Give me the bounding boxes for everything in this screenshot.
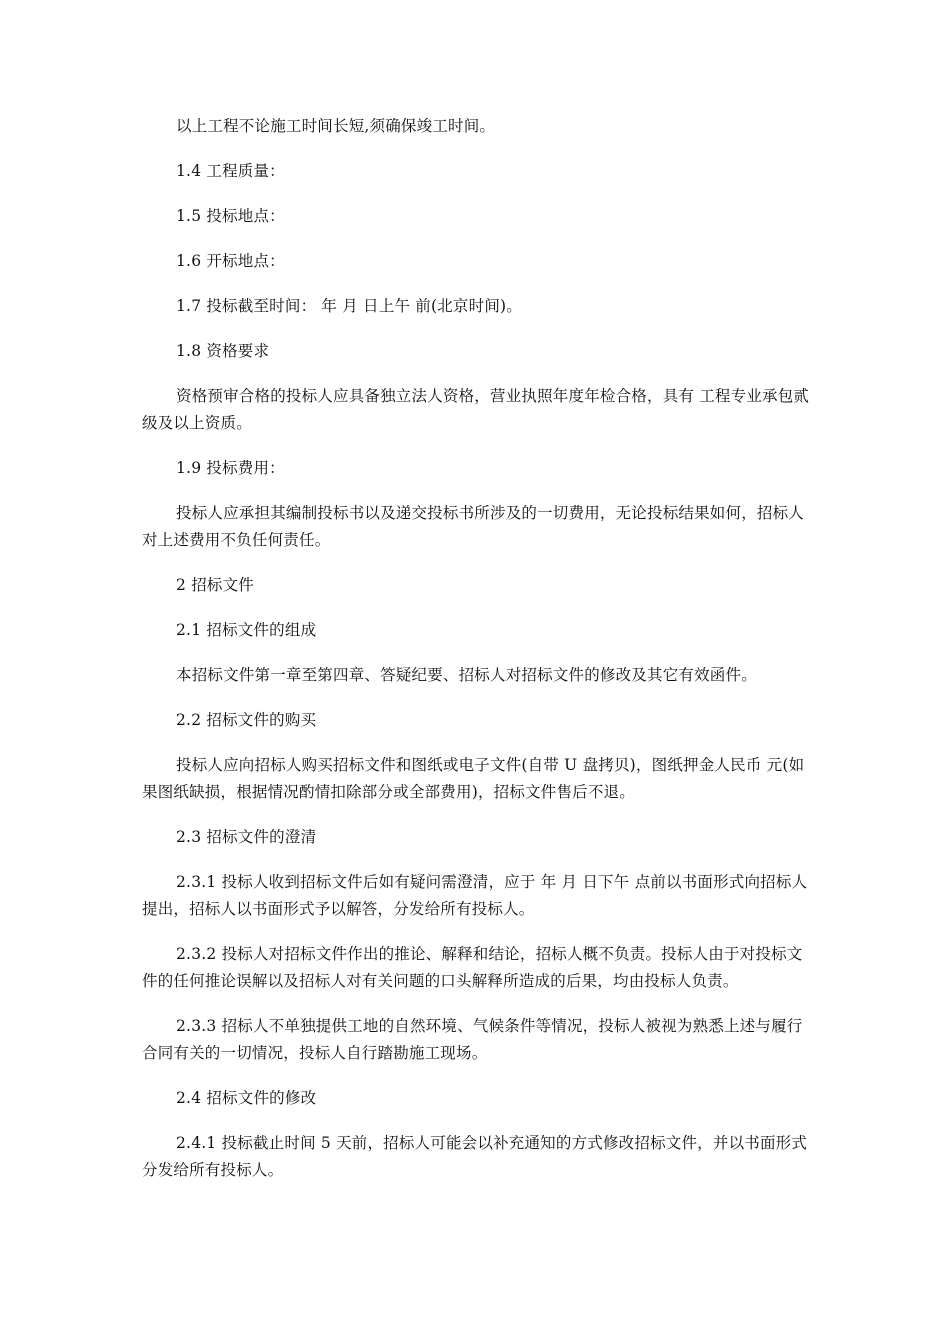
paragraph-2-3-1: 2.3.1 投标人收到招标文件后如有疑问需澄清，应于 年 月 日下午 点前以书面形式向招标人提出，招标人以书面形式予以解答，分发给所有投标人。 xyxy=(142,873,808,918)
document-body xyxy=(142,113,810,1184)
paragraph-completion-time: 以上工程不论施工时间长短,须确保竣工时间。 xyxy=(176,117,496,135)
heading-1-4-quality: 1.4 工程质量： xyxy=(176,162,285,180)
paragraph-2-4-1: 2.4.1 投标截止时间 5 天前，招标人可能会以补充通知的方式修改招标文件，并以书面形式分发给所有投标人。 xyxy=(142,1134,808,1179)
paragraph-fees: 投标人应承担其编制投标书以及递交投标书所涉及的一切费用，无论投标结果如何，招标人对上述费用不负任何责任。 xyxy=(142,504,805,549)
heading-1-9-fees: 1.9 投标费用： xyxy=(176,459,285,477)
heading-1-5-bid-location: 1.5 投标地点： xyxy=(176,207,285,225)
heading-2-4-modification: 2.4 招标文件的修改 xyxy=(176,1089,317,1107)
heading-1-7-deadline: 1.7 投标截至时间： 年 月 日上午 前(北京时间)。 xyxy=(176,297,522,315)
paragraph-qualification: 资格预审合格的投标人应具备独立法人资格，营业执照年度年检合格，具有 工程专业承包贰级及以上资质。 xyxy=(142,387,810,432)
heading-2-3-clarification: 2.3 招标文件的澄清 xyxy=(176,828,317,846)
heading-2-tender-documents: 2 招标文件 xyxy=(176,576,254,594)
paragraph-2-3-2: 2.3.2 投标人对招标文件作出的推论、解释和结论，招标人概不负责。投标人由于对投标文件的任何推论误解以及招标人对有关问题的口头解释所造成的后果，均由投标人负责。 xyxy=(142,945,803,990)
heading-1-6-opening-location: 1.6 开标地点： xyxy=(176,252,285,270)
heading-1-8-qualification: 1.8 资格要求 xyxy=(176,342,270,360)
paragraph-purchase: 投标人应向招标人购买招标文件和图纸或电子文件(自带 U 盘拷贝)，图纸押金人民币 元(如果图纸缺损，根据情况酌情扣除部分或全部费用)，招标文件售后不退。 xyxy=(142,756,805,801)
heading-2-2-purchase: 2.2 招标文件的购买 xyxy=(176,711,317,729)
paragraph-2-3-3: 2.3.3 招标人不单独提供工地的自然环境、气候条件等情况，投标人被视为熟悉上述与履行合同有关的一切情况，投标人自行踏勘施工现场。 xyxy=(142,1017,803,1062)
heading-2-1-composition: 2.1 招标文件的组成 xyxy=(176,621,317,639)
paragraph-composition: 本招标文件第一章至第四章、答疑纪要、招标人对招标文件的修改及其它有效函件。 xyxy=(176,666,757,684)
